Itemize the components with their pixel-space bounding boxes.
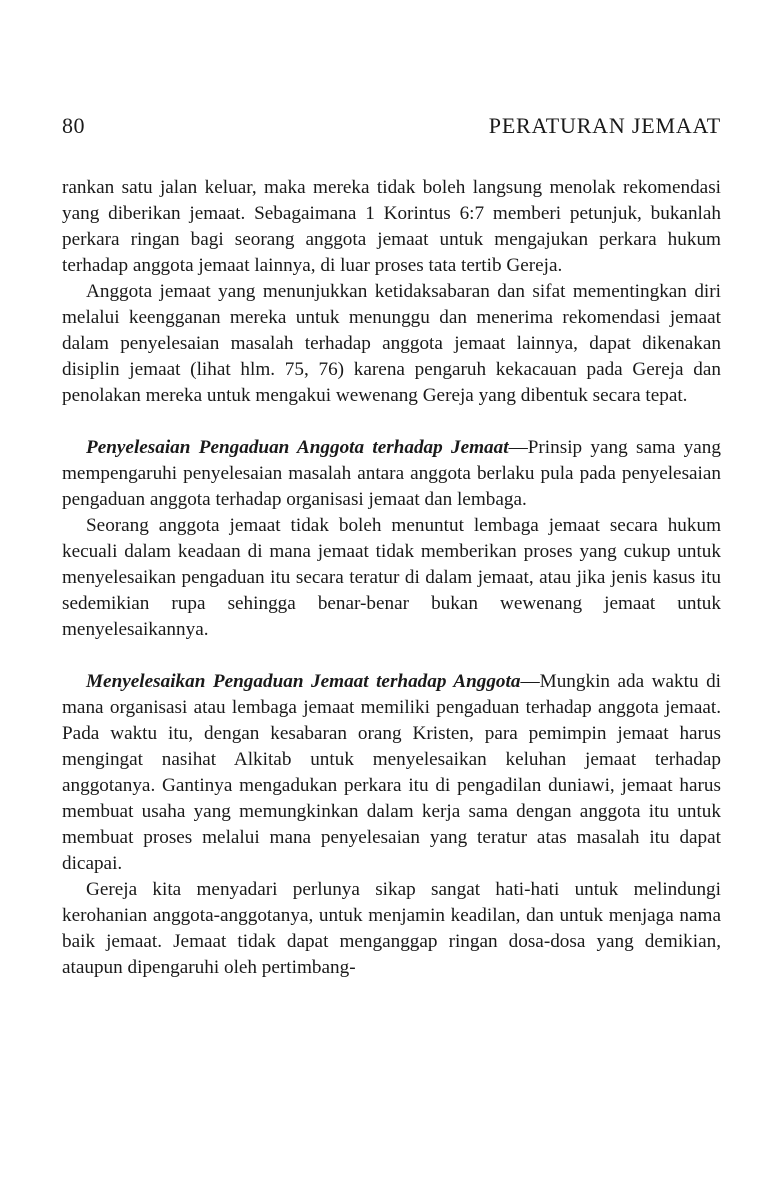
page-number: 80 (62, 113, 85, 138)
body-text (62, 175, 721, 981)
section-heading-church-complaints: Menyelesaikan Pengaduan Jemaat terhadap Anggota (86, 671, 521, 692)
section-body-member-complaints: —Prinsip yang sama yang mempengaruhi penyelesaian masalah antara anggota berlaku pula pada penyelesaian pengaduan anggota terhadap organisasi jemaat dan lembaga. (62, 437, 721, 510)
running-header (62, 112, 721, 140)
running-title: PERATURAN JEMAAT (488, 113, 721, 138)
section-heading-member-complaints: Penyelesaian Pengaduan Anggota terhadap Jemaat (86, 437, 509, 458)
paragraph-member-complaints (62, 435, 721, 513)
paragraph-lawsuit-restriction: Seorang anggota jemaat tidak boleh menuntut lembaga jemaat secara hukum kecuali dalam keadaan di mana jemaat tidak memberikan proses yang cukup untuk menyelesaikan pengaduan itu secara teratur di dalam jemaat, atau jika jenis kasus itu sedemikian rupa sehingga benar-benar bukan wewenang jemaat untuk menyelesaikannya. (62, 515, 721, 640)
section-body-church-complaints: —Mungkin ada waktu di mana organisasi atau lembaga jemaat memiliki pengaduan terhadap anggota jemaat. Pada waktu itu, dengan kesabaran orang Kristen, para pemimpin jemaat harus mengingat nasihat Alkitab untuk menyelesaikan keluhan jemaat terhadap anggotanya. Gantinya mengadukan perkara itu di pengadilan duniawi, jemaat harus membuat usaha yang memungkinkan dalam kerja sama dengan anggota itu untuk membuat proses melalui mana penyelesaian yang teratur atas masalah itu dapat dicapai. (62, 671, 721, 874)
paragraph-impatience-discipline: Anggota jemaat yang menunjukkan ketidaksabaran dan sifat mementingkan diri melalui keengganan mereka untuk menunggu dan menerima rekomendasi jemaat dalam penyelesaian masalah terhadap anggota jemaat lainnya, dapat dikenakan disiplin jemaat (lihat hlm. 75, 76) karena pengaruh kekacauan pada Gereja dan penolakan mereka untuk mengakui wewenang Gereja yang dibentuk secara tepat. (62, 281, 721, 406)
paragraph-continuation: rankan satu jalan keluar, maka mereka tidak boleh langsung menolak rekomendasi yang diberikan jemaat. Sebagaimana 1 Korintus 6:7 memberi petunjuk, bukanlah perkara ringan bagi seorang anggota jemaat untuk mengajukan perkara hukum terhadap anggota jemaat lainnya, di luar proses tata tertib Gereja. (62, 177, 721, 276)
paragraph-church-caution: Gereja kita menyadari perlunya sikap sangat hati-hati untuk melindungi kerohanian anggota-anggotanya, untuk menjamin keadilan, dan untuk menjaga nama baik jemaat. Jemaat tidak dapat menganggap ringan dosa-dosa yang demikian, ataupun dipengaruhi oleh pertimbang- (62, 879, 721, 978)
paragraph-church-complaints (62, 669, 721, 877)
